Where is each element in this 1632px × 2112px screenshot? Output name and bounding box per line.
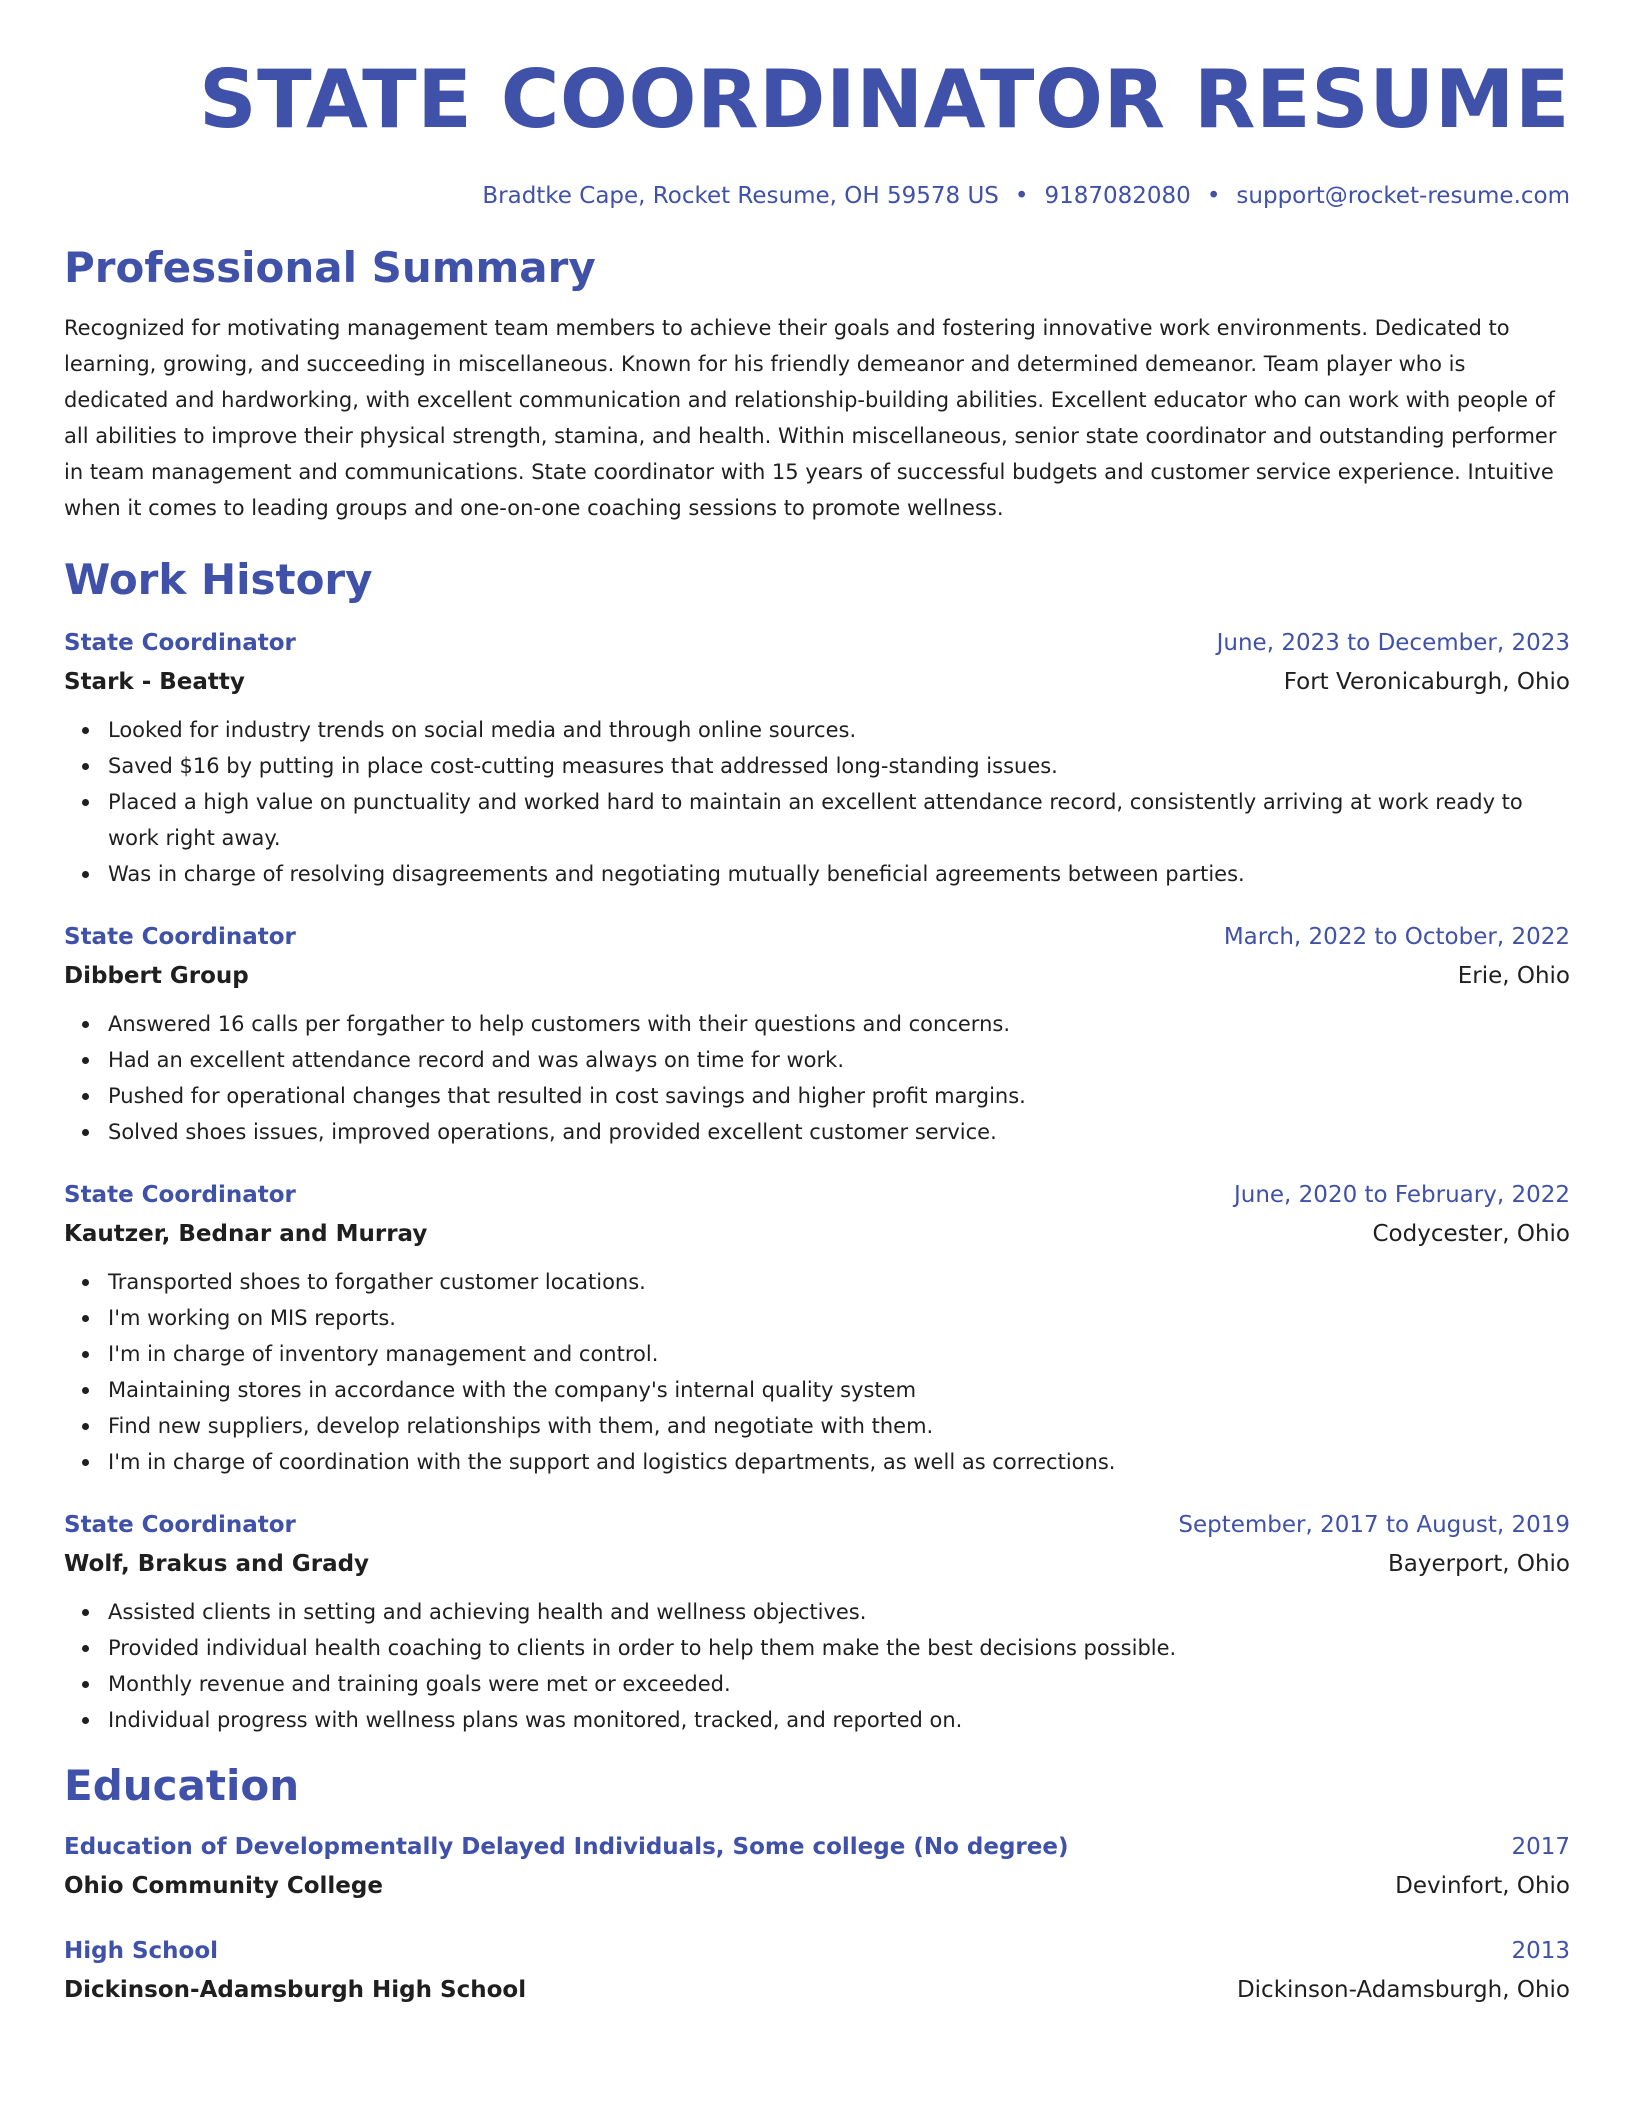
- list-item: Solved shoes issues, improved operations, and provided excellent customer service.: [108, 1114, 1570, 1150]
- list-item: Had an excellent attendance record and was always on time for work.: [108, 1042, 1570, 1078]
- job-entry: [64, 918, 1570, 1150]
- job-bullets: [64, 1006, 1570, 1150]
- job-company: Dibbert Group: [64, 963, 249, 989]
- job-location: Codycester, Ohio: [1372, 1221, 1570, 1247]
- job-entry: [64, 1506, 1570, 1738]
- education-year: 2017: [1511, 1834, 1570, 1860]
- job-title: State Coordinator: [64, 1512, 296, 1538]
- list-item: Transported shoes to forgather customer locations.: [108, 1264, 1570, 1300]
- job-location: Bayerport, Ohio: [1387, 1551, 1570, 1577]
- resume-title: STATE COORDINATOR RESUME: [198, 53, 1570, 146]
- list-item: Was in charge of resolving disagreements and negotiating mutually beneficial agreements between parties.: [108, 856, 1570, 892]
- job-dates: June, 2020 to February, 2022: [1233, 1182, 1570, 1208]
- education-heading: Education: [64, 1761, 300, 1810]
- job-bullets: [64, 1264, 1570, 1480]
- contact-separator: •: [1014, 183, 1029, 209]
- work-history-heading: Work History: [64, 555, 373, 604]
- list-item: I'm in charge of coordination with the support and logistics departments, as well as corrections.: [108, 1444, 1570, 1480]
- education-location: Devinfort, Ohio: [1395, 1873, 1570, 1899]
- job-entry: [64, 624, 1570, 892]
- job-title: State Coordinator: [64, 1182, 296, 1208]
- job-dates: June, 2023 to December, 2023: [1216, 630, 1570, 656]
- education-location: Dickinson-Adamsburgh, Ohio: [1236, 1977, 1570, 2003]
- job-dates: March, 2022 to October, 2022: [1223, 924, 1570, 950]
- job-location: Fort Veronicaburgh, Ohio: [1283, 669, 1570, 695]
- education-entry: [64, 1828, 1570, 1906]
- job-company: Stark - Beatty: [64, 669, 245, 695]
- education-entry: [64, 1932, 1570, 2010]
- contact-phone: 9187082080: [1044, 183, 1191, 209]
- list-item: I'm working on MIS reports.: [108, 1300, 1570, 1336]
- education-school: Dickinson-Adamsburgh High School: [64, 1977, 527, 2003]
- summary-text: Recognized for motivating management team members to achieve their goals and fostering innovative work environments. Dedicated to learning, growing, and succeeding in miscellaneous. Known for his friendly demeanor and determined demeanor. Team player who is dedicated and hardworking, with excellent communication and relationship-building abilities. Excellent educator who can work with people of all abilities to improve their physical strength, stamina, and health. Within miscellaneous, senior state coordinator and outstanding performer in team management and communications. State coordinator with 15 years of successful budgets and customer service experience. Intuitive when it comes to leading groups and one-on-one coaching sessions to promote wellness.: [64, 316, 1557, 520]
- list-item: Placed a high value on punctuality and worked hard to maintain an excellent attendance record, consistently arriving at work ready to work right away.: [108, 784, 1570, 856]
- list-item: Individual progress with wellness plans was monitored, tracked, and reported on.: [108, 1702, 1570, 1738]
- list-item: I'm in charge of inventory management and control.: [108, 1336, 1570, 1372]
- job-bullets: [64, 1594, 1570, 1738]
- list-item: Maintaining stores in accordance with the company's internal quality system: [108, 1372, 1570, 1408]
- job-company: Wolf, Brakus and Grady: [64, 1551, 370, 1577]
- job-company: Kautzer, Bednar and Murray: [64, 1221, 428, 1247]
- list-item: Find new suppliers, develop relationships with them, and negotiate with them.: [108, 1408, 1570, 1444]
- job-dates: September, 2017 to August, 2019: [1178, 1512, 1570, 1538]
- list-item: Provided individual health coaching to clients in order to help them make the best decisions possible.: [108, 1630, 1570, 1666]
- list-item: Pushed for operational changes that resulted in cost savings and higher profit margins.: [108, 1078, 1570, 1114]
- contact-address: Bradtke Cape, Rocket Resume, OH 59578 US: [482, 183, 999, 209]
- list-item: Saved $16 by putting in place cost-cutting measures that addressed long-standing issues.: [108, 748, 1570, 784]
- education-year: 2013: [1511, 1938, 1570, 1964]
- job-location: Erie, Ohio: [1457, 963, 1570, 989]
- list-item: Answered 16 calls per forgather to help customers with their questions and concerns.: [108, 1006, 1570, 1042]
- list-item: Monthly revenue and training goals were met or exceeded.: [108, 1666, 1570, 1702]
- list-item: Assisted clients in setting and achieving health and wellness objectives.: [108, 1594, 1570, 1630]
- education-degree: Education of Developmentally Delayed Individuals, Some college (No degree): [64, 1834, 1069, 1860]
- job-title: State Coordinator: [64, 924, 296, 950]
- education-degree: High School: [64, 1938, 219, 1964]
- job-entry: [64, 1176, 1570, 1480]
- list-item: Looked for industry trends on social media and through online sources.: [108, 712, 1570, 748]
- summary-heading: Professional Summary: [64, 243, 596, 292]
- education-school: Ohio Community College: [64, 1873, 383, 1899]
- contact-line: [64, 180, 1570, 212]
- contact-email: support@rocket-resume.com: [1236, 183, 1570, 209]
- job-bullets: [64, 712, 1570, 892]
- job-title: State Coordinator: [64, 630, 296, 656]
- contact-separator: •: [1206, 183, 1221, 209]
